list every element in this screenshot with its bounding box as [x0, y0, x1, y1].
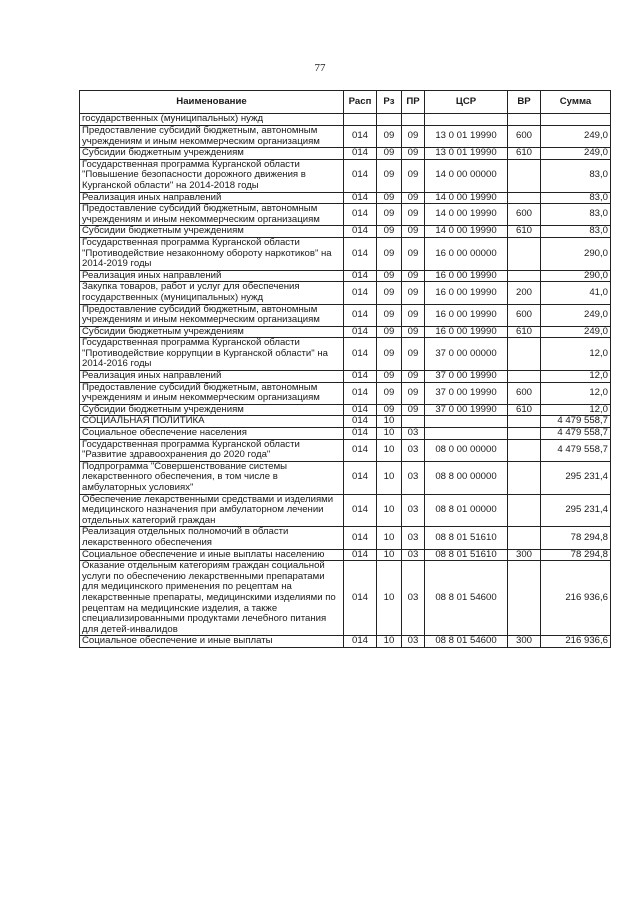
- page-number: 77: [314, 62, 326, 74]
- header-rasp: Расп: [344, 91, 377, 114]
- row-rasp: 014: [344, 226, 377, 238]
- row-name: Социальное обеспечение и иные выплаты населению: [80, 549, 344, 561]
- row-rz: 09: [377, 326, 402, 338]
- row-csr: 13 0 01 19990: [425, 126, 508, 148]
- row-pr: 03: [402, 494, 425, 527]
- table-row: [80, 114, 611, 126]
- table-body: [80, 114, 611, 648]
- row-rz: 10: [377, 494, 402, 527]
- row-rasp: 014: [344, 549, 377, 561]
- table-row: [80, 416, 611, 428]
- row-rasp: 014: [344, 416, 377, 428]
- row-rz: 09: [377, 126, 402, 148]
- table-row: [80, 461, 611, 494]
- table-row: [80, 636, 611, 648]
- row-csr: 37 0 00 00000: [425, 338, 508, 371]
- row-pr: 09: [402, 304, 425, 326]
- table-row: [80, 304, 611, 326]
- row-csr: 37 0 00 19990: [425, 371, 508, 383]
- row-rasp: 014: [344, 282, 377, 304]
- row-pr: 03: [402, 439, 425, 461]
- table-row: [80, 527, 611, 549]
- row-csr: [425, 416, 508, 428]
- row-vr: 600: [508, 304, 541, 326]
- row-vr: [508, 237, 541, 270]
- row-rz: 09: [377, 338, 402, 371]
- row-csr: 14 0 00 19990: [425, 204, 508, 226]
- row-rz: 09: [377, 192, 402, 204]
- row-name: Социальное обеспечение и иные выплаты: [80, 636, 344, 648]
- row-vr: [508, 428, 541, 440]
- row-sum: 290,0: [541, 237, 611, 270]
- row-csr: 16 0 00 00000: [425, 237, 508, 270]
- budget-table: [79, 90, 611, 648]
- row-rasp: 014: [344, 371, 377, 383]
- row-vr: [508, 416, 541, 428]
- row-sum: 4 479 558,7: [541, 439, 611, 461]
- row-csr: 14 0 00 00000: [425, 159, 508, 192]
- table-row: [80, 494, 611, 527]
- row-vr: [508, 561, 541, 636]
- table-row: [80, 237, 611, 270]
- row-rasp: 014: [344, 404, 377, 416]
- row-csr: 37 0 00 19990: [425, 382, 508, 404]
- table-row: [80, 326, 611, 338]
- row-rasp: 014: [344, 148, 377, 160]
- row-name: Государственная программа Курганской области "Противодействие коррупции в Курганской области" на 2014-2016 годы: [80, 338, 344, 371]
- row-name: Закупка товаров, работ и услуг для обеспечения государственных (муниципальных) нужд: [80, 282, 344, 304]
- row-rasp: 014: [344, 382, 377, 404]
- row-sum: 12,0: [541, 338, 611, 371]
- row-rz: 10: [377, 439, 402, 461]
- row-vr: [508, 192, 541, 204]
- row-pr: 09: [402, 371, 425, 383]
- row-rz: 09: [377, 371, 402, 383]
- row-sum: 216 936,6: [541, 561, 611, 636]
- row-csr: 16 0 00 19990: [425, 270, 508, 282]
- table-row: [80, 204, 611, 226]
- header-csr: ЦСР: [425, 91, 508, 114]
- row-pr: 09: [402, 338, 425, 371]
- row-sum: 295 231,4: [541, 461, 611, 494]
- row-sum: 4 479 558,7: [541, 416, 611, 428]
- row-rasp: 014: [344, 270, 377, 282]
- table-row: [80, 338, 611, 371]
- row-csr: 08 0 00 00000: [425, 439, 508, 461]
- row-csr: 08 8 00 00000: [425, 461, 508, 494]
- row-sum: 83,0: [541, 192, 611, 204]
- table-row: [80, 159, 611, 192]
- row-pr: 09: [402, 237, 425, 270]
- row-rz: 10: [377, 636, 402, 648]
- row-vr: [508, 527, 541, 549]
- row-csr: 14 0 00 19990: [425, 192, 508, 204]
- row-rz: 09: [377, 148, 402, 160]
- row-rasp: 014: [344, 304, 377, 326]
- row-pr: [402, 416, 425, 428]
- row-pr: 03: [402, 561, 425, 636]
- row-sum: 12,0: [541, 371, 611, 383]
- row-rz: 10: [377, 561, 402, 636]
- row-csr: 16 0 00 19990: [425, 326, 508, 338]
- row-name: Государственная программа Курганской области "Развитие здравоохранения до 2020 года": [80, 439, 344, 461]
- table-row: [80, 371, 611, 383]
- row-rz: 10: [377, 527, 402, 549]
- row-rz: 10: [377, 416, 402, 428]
- row-vr: 300: [508, 549, 541, 561]
- row-name: Предоставление субсидий бюджетным, автономным учреждениям и иным некоммерческим организациям: [80, 126, 344, 148]
- row-sum: 12,0: [541, 404, 611, 416]
- row-sum: 41,0: [541, 282, 611, 304]
- row-sum: 290,0: [541, 270, 611, 282]
- table-row: [80, 282, 611, 304]
- row-csr: 08 8 01 54600: [425, 561, 508, 636]
- table-row: [80, 226, 611, 238]
- row-pr: 09: [402, 159, 425, 192]
- row-name: Субсидии бюджетным учреждениям: [80, 226, 344, 238]
- row-pr: 09: [402, 382, 425, 404]
- table-header: [80, 91, 611, 114]
- row-pr: 09: [402, 270, 425, 282]
- row-rz: 09: [377, 204, 402, 226]
- row-sum: 12,0: [541, 382, 611, 404]
- row-rasp: 014: [344, 527, 377, 549]
- row-vr: [508, 461, 541, 494]
- row-pr: 03: [402, 636, 425, 648]
- row-csr: 08 8 01 51610: [425, 549, 508, 561]
- row-name: Социальное обеспечение населения: [80, 428, 344, 440]
- row-vr: 200: [508, 282, 541, 304]
- row-rasp: 014: [344, 439, 377, 461]
- header-rz: Рз: [377, 91, 402, 114]
- row-sum: 78 294,8: [541, 549, 611, 561]
- row-vr: 300: [508, 636, 541, 648]
- row-rz: 09: [377, 382, 402, 404]
- row-pr: 03: [402, 527, 425, 549]
- row-name: СОЦИАЛЬНАЯ ПОЛИТИКА: [80, 416, 344, 428]
- row-rasp: [344, 114, 377, 126]
- row-rz: 09: [377, 282, 402, 304]
- row-csr: 14 0 00 19990: [425, 226, 508, 238]
- row-vr: [508, 114, 541, 126]
- row-pr: 03: [402, 428, 425, 440]
- row-name: Реализация отдельных полномочий в области лекарственного обеспечения: [80, 527, 344, 549]
- row-csr: 16 0 00 19990: [425, 304, 508, 326]
- row-vr: 610: [508, 404, 541, 416]
- row-sum: 249,0: [541, 304, 611, 326]
- row-vr: [508, 270, 541, 282]
- row-rasp: 014: [344, 338, 377, 371]
- table-row: [80, 549, 611, 561]
- row-sum: 78 294,8: [541, 527, 611, 549]
- row-csr: 37 0 00 19990: [425, 404, 508, 416]
- row-vr: 610: [508, 326, 541, 338]
- row-csr: 16 0 00 19990: [425, 282, 508, 304]
- row-sum: 249,0: [541, 326, 611, 338]
- table-row: [80, 148, 611, 160]
- row-rz: [377, 114, 402, 126]
- row-vr: 610: [508, 148, 541, 160]
- row-rasp: 014: [344, 428, 377, 440]
- row-pr: 03: [402, 461, 425, 494]
- row-vr: 600: [508, 204, 541, 226]
- row-pr: 09: [402, 126, 425, 148]
- row-csr: [425, 114, 508, 126]
- header-pr: ПР: [402, 91, 425, 114]
- row-rasp: 014: [344, 461, 377, 494]
- row-rz: 09: [377, 304, 402, 326]
- row-name: Субсидии бюджетным учреждениям: [80, 404, 344, 416]
- table-row: [80, 382, 611, 404]
- row-sum: 249,0: [541, 126, 611, 148]
- row-rz: 09: [377, 226, 402, 238]
- row-csr: 08 8 01 00000: [425, 494, 508, 527]
- row-rz: 09: [377, 237, 402, 270]
- row-rasp: 014: [344, 126, 377, 148]
- row-sum: 83,0: [541, 204, 611, 226]
- row-pr: 09: [402, 226, 425, 238]
- row-pr: 09: [402, 282, 425, 304]
- row-vr: [508, 494, 541, 527]
- header-sum: Сумма: [541, 91, 611, 114]
- row-rz: 10: [377, 428, 402, 440]
- row-csr: 13 0 01 19990: [425, 148, 508, 160]
- row-rasp: 014: [344, 159, 377, 192]
- row-sum: 4 479 558,7: [541, 428, 611, 440]
- row-sum: 295 231,4: [541, 494, 611, 527]
- table-row: [80, 439, 611, 461]
- row-rasp: 014: [344, 494, 377, 527]
- row-name: Подпрограмма "Совершенствование системы лекарственного обеспечения, в том числе в амбулаторных условиях": [80, 461, 344, 494]
- row-name: Предоставление субсидий бюджетным, автономным учреждениям и иным некоммерческим организациям: [80, 204, 344, 226]
- row-name: Реализация иных направлений: [80, 192, 344, 204]
- row-pr: [402, 114, 425, 126]
- row-rz: 10: [377, 461, 402, 494]
- row-sum: 83,0: [541, 159, 611, 192]
- row-pr: 09: [402, 404, 425, 416]
- header-name: Наименование: [80, 91, 344, 114]
- row-pr: 03: [402, 549, 425, 561]
- row-name: Субсидии бюджетным учреждениям: [80, 326, 344, 338]
- row-pr: 09: [402, 204, 425, 226]
- row-csr: 08 8 01 54600: [425, 636, 508, 648]
- row-rz: 09: [377, 404, 402, 416]
- row-pr: 09: [402, 148, 425, 160]
- table-row: [80, 126, 611, 148]
- row-name: Предоставление субсидий бюджетным, автономным учреждениям и иным некоммерческим организациям: [80, 304, 344, 326]
- row-name: Субсидии бюджетным учреждениям: [80, 148, 344, 160]
- table-row: [80, 270, 611, 282]
- row-pr: 09: [402, 192, 425, 204]
- table-row: [80, 428, 611, 440]
- table-row: [80, 404, 611, 416]
- row-csr: [425, 428, 508, 440]
- row-sum: 249,0: [541, 148, 611, 160]
- table-row: [80, 192, 611, 204]
- row-vr: [508, 338, 541, 371]
- row-name: Реализация иных направлений: [80, 371, 344, 383]
- row-name: государственных (муниципальных) нужд: [80, 114, 344, 126]
- row-sum: 83,0: [541, 226, 611, 238]
- row-name: Реализация иных направлений: [80, 270, 344, 282]
- row-rasp: 014: [344, 326, 377, 338]
- row-rasp: 014: [344, 561, 377, 636]
- row-rasp: 014: [344, 204, 377, 226]
- row-vr: [508, 439, 541, 461]
- row-sum: 216 936,6: [541, 636, 611, 648]
- row-vr: [508, 159, 541, 192]
- row-vr: 600: [508, 126, 541, 148]
- row-name: Предоставление субсидий бюджетным, автономным учреждениям и иным некоммерческим организациям: [80, 382, 344, 404]
- row-rz: 09: [377, 159, 402, 192]
- row-name: Государственная программа Курганской области "Противодействие незаконному обороту наркотиков" на 2014-2019 годы: [80, 237, 344, 270]
- row-vr: 610: [508, 226, 541, 238]
- row-rasp: 014: [344, 237, 377, 270]
- row-rasp: 014: [344, 636, 377, 648]
- table-row: [80, 561, 611, 636]
- row-vr: [508, 371, 541, 383]
- row-name: Обеспечение лекарственными средствами и изделиями медицинского назначения при амбулаторном лечении отдельных категорий граждан: [80, 494, 344, 527]
- header-vr: ВР: [508, 91, 541, 114]
- row-pr: 09: [402, 326, 425, 338]
- row-name: Оказание отдельным категориям граждан социальной услуги по обеспечению лекарственными препаратами для медицинского применения по рецептам на лекарственные препараты, медицинскими изделиями по рецептам на медицинские изделия, а также специализированными продуктами лечебного питания для детей-инвалидов: [80, 561, 344, 636]
- row-sum: [541, 114, 611, 126]
- row-rasp: 014: [344, 192, 377, 204]
- row-rz: 10: [377, 549, 402, 561]
- row-rz: 09: [377, 270, 402, 282]
- row-name: Государственная программа Курганской области "Повышение безопасности дорожного движения в Курганской области" на 2014-2018 годы: [80, 159, 344, 192]
- row-csr: 08 8 01 51610: [425, 527, 508, 549]
- row-vr: 600: [508, 382, 541, 404]
